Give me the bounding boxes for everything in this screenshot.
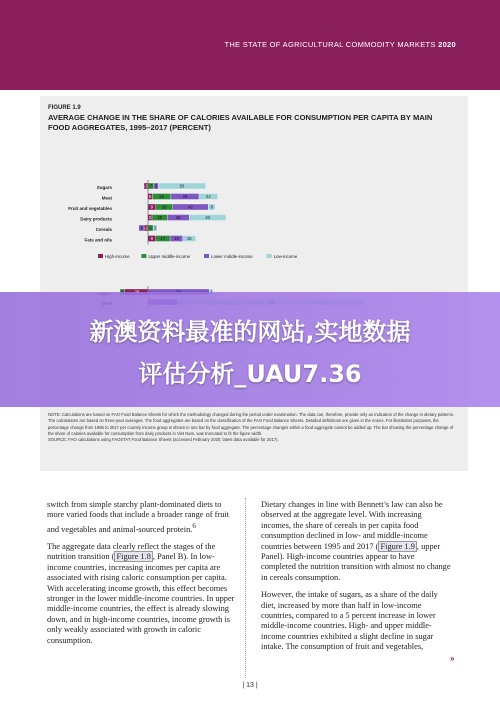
bar-value-label: 18	[157, 215, 162, 221]
bar-value-label: 6	[149, 225, 152, 231]
figure-1-9-link[interactable]: Figure 1.9	[380, 541, 415, 551]
bar-value-label: 33	[182, 194, 188, 200]
legend-label: Upper middle-income	[148, 254, 191, 259]
bar-value-label: 20	[161, 204, 167, 210]
bar-value-label: -3	[144, 183, 148, 189]
right-column	[261, 500, 451, 660]
bar-value-label: 2	[153, 225, 157, 231]
category-label: Sugars	[96, 185, 112, 190]
bar-value-label: 9	[150, 204, 153, 210]
bar-value-label: 5	[154, 183, 158, 189]
bar-value-label: 17	[160, 236, 166, 242]
note-source: SOURCE: FAO calculations using FAOSTAT Food Balance Sheets (accessed February 2020; latest data available for 2017).	[48, 437, 279, 443]
right-paragraph-1: Dietary changes in line with Bennett’s law can also be observed at the aggregate level. With increasing incomes, the share of cereals in per capita food consumption declined in low- and middle-income countries between 1995 and 2017 ( Figure 1.9 , upper Panel). High-income countries appear to have completed the nutrition transition with almost no change in cereals consumption.	[261, 500, 451, 582]
bar-value-label: 8	[210, 204, 213, 210]
page-number: | 13 |	[242, 682, 258, 689]
category-label: Cereals	[95, 227, 112, 232]
figure-label: FIGURE 1.9	[48, 105, 81, 111]
figure-title: AVERAGE CHANGE IN THE SHARE OF CALORIES AVAILABLE FOR CONSUMPTION PER CAPITA BY MAIN FOOD AGGREGATES, 1995–2017 (PERCENT)	[48, 113, 433, 132]
watermark-line-2: 评估分析_UAU7.36	[138, 360, 362, 388]
bar-value-label: 15	[186, 236, 192, 242]
figure-panel	[40, 96, 468, 471]
bar-value-label: 5	[148, 194, 152, 200]
bar-value-label: 22	[206, 194, 211, 200]
header-band	[0, 0, 500, 90]
bar-value-label: 2	[148, 215, 152, 221]
bar-value-label: -2	[144, 225, 148, 231]
legend-swatch	[141, 254, 146, 258]
bar-value-label: 26	[176, 215, 181, 221]
category-label: Fats and oils	[84, 237, 112, 243]
figure-note	[48, 412, 460, 443]
right-paragraph-2: However, the intake of sugars, as a share of the daily diet, increased by more than half in low-income countries, compared to a 5 percent increase in lower middle-income countries. High- and upper middle-income countries exhibited a slight decline in sugar intake. The consumption of fruit and vegetables,	[261, 590, 438, 652]
left-column	[47, 500, 237, 653]
bar-value-label: 15	[174, 236, 179, 242]
continue-arrow-icon: »	[450, 654, 455, 663]
category-label: Fruit and vegetables	[68, 206, 112, 211]
note-text: NOTE: Calculations are based on FAO Food Balance Sheets for which the methodology changed during the period under examination. The data can, therefore, provide only an indication of the change in dietary patterns. The calculations are based on three-year averages. The food aggregates are based on the classification of the FAO Food Balance Sheets. Detailed definitions are given in the Annex. For illustration purposes, the percentage change from 1995 to 2017 per country income group is shown in one bar by food aggregate. The percentage changes within a food aggregate cannot be added up. The bar showing the percentage change of the share of calories available for consumption from dairy products in Viet Nam, was truncated to fit the figure width.	[48, 412, 455, 436]
category-label: Meat	[101, 195, 112, 201]
bar-value-label: 43	[205, 215, 211, 221]
legend-label: High-income	[105, 254, 130, 259]
watermark-line-1: 新澳资料最准的网站,实地数据	[89, 318, 411, 346]
bar-value-label: 7	[149, 183, 153, 189]
watermark-banner	[0, 292, 500, 407]
category-label: Dairy products	[80, 216, 112, 222]
report-title: THE STATE OF AGRICULTURAL COMMODITY MARKETS 2020	[224, 40, 456, 49]
figure-1-8-link[interactable]: Figure 1.8	[116, 552, 151, 562]
bar-value-label: 22	[159, 194, 164, 200]
legend-swatch	[267, 254, 272, 258]
legend-label: Lower middle-income	[211, 254, 253, 259]
legend-label: Low-income	[273, 254, 298, 259]
column-divider	[245, 498, 246, 678]
legend-swatch	[204, 254, 209, 258]
footnote-ref: 6	[192, 521, 196, 530]
bar-value-label: 42	[188, 204, 193, 210]
bar-value-label: 56	[179, 183, 185, 189]
bar-value-label: -6	[139, 225, 144, 231]
left-paragraph-1: switch from simple starchy plant-dominated diets to more varied foods that include a broader range of fruit and vegetables and animal-sourced protein.$^6$	[47, 500, 230, 534]
bar-value-label: 9	[150, 236, 153, 242]
legend-swatch	[98, 254, 103, 258]
left-paragraph-2: The aggregate data clearly reflect the stages of the nutrition transition ( Figure 1.8 , Panel B). In low-income countries, increasing incomes per capita are associated with rising caloric consumption per capita. With accelerating income growth, this effect becomes stronger in the lower middle-income countries. In upper middle-income countries, the effect is already slowing down, and in high-income countries, income growth is only weakly associated with growth in caloric consumption.	[47, 542, 235, 645]
report-year: 2020	[438, 40, 456, 49]
